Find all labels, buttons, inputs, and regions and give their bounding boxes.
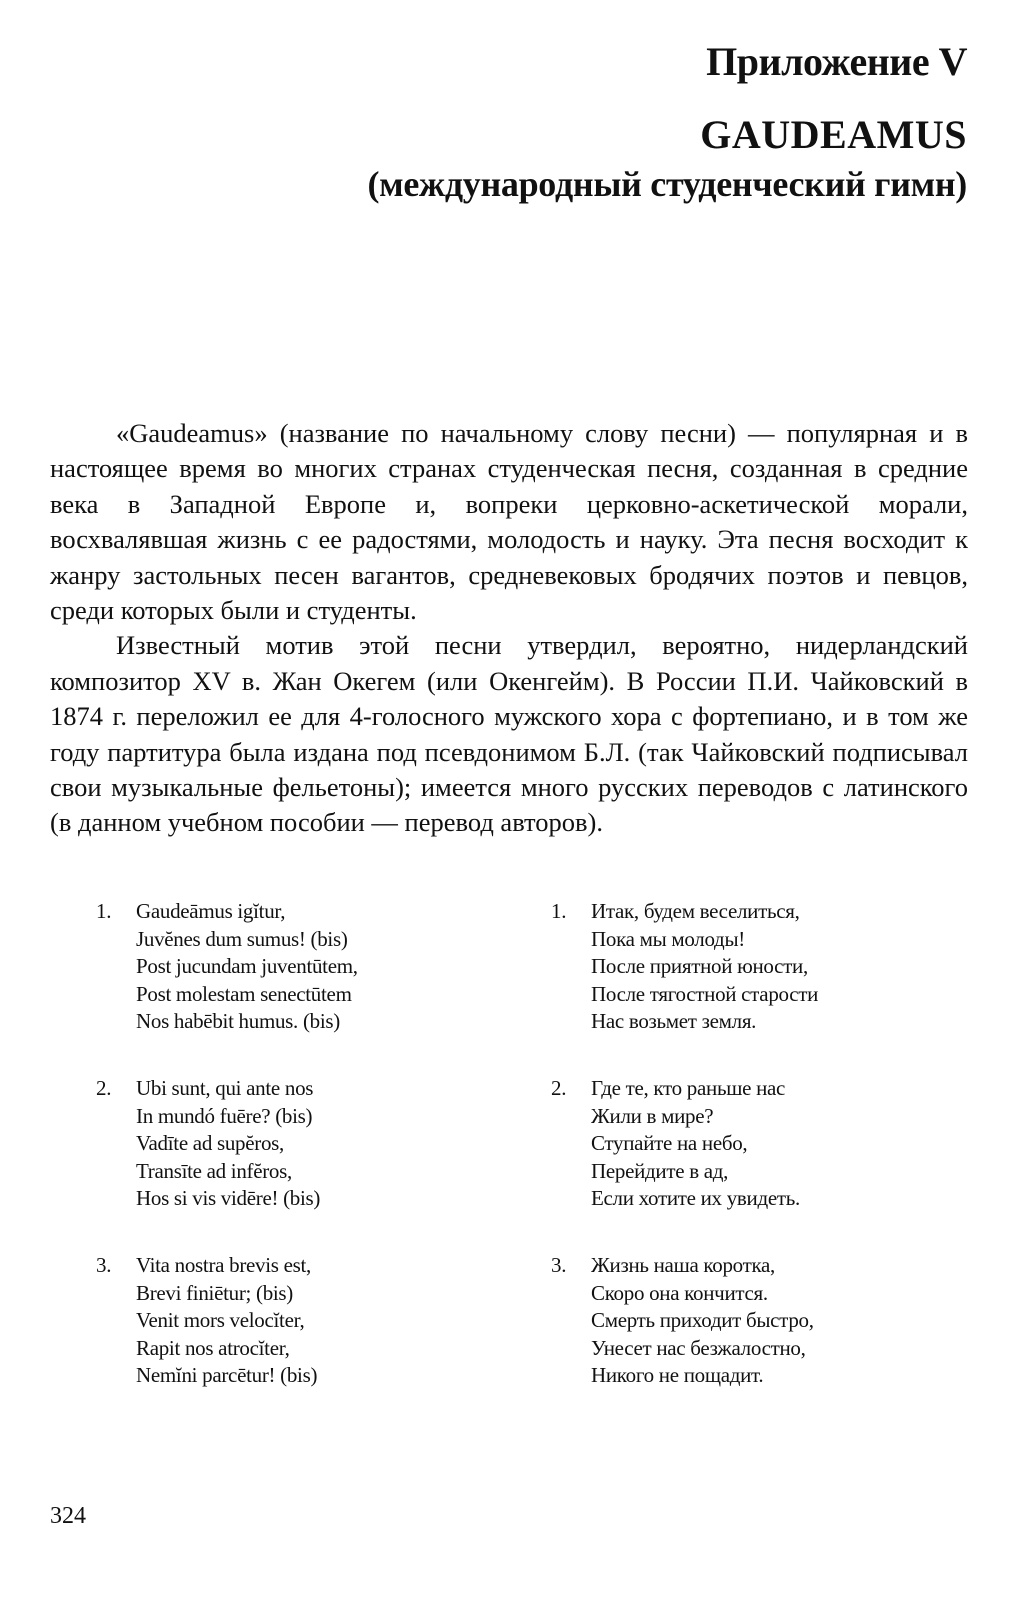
russian-verse (551, 1075, 976, 1252)
verse-line: Nos habēbit humus. (bis) (136, 1009, 340, 1033)
verse-line: После приятной юности, (591, 954, 808, 978)
verse-number: 1. (96, 899, 112, 923)
verse-line: Итак, будем веселиться, (591, 899, 800, 923)
verse-lines (591, 898, 818, 1075)
verse-line: Скоро она кончится. (591, 1280, 768, 1305)
verse-row (96, 1075, 976, 1252)
verse-lines (136, 1252, 317, 1429)
verse-line: Gaudeāmus igĭtur, (136, 899, 286, 923)
latin-verse (96, 1252, 551, 1429)
verse-line: Post molestam senectūtem (136, 981, 352, 1006)
verse-line: In mundó fuēre? (bis) (136, 1103, 313, 1128)
verse-line: Vadīte ad supĕros, (136, 1131, 284, 1155)
verse-line: Никого не пощадит. (591, 1363, 764, 1387)
verse-line: Унесет нас безжалостно, (591, 1335, 806, 1360)
verse-number: 1. (551, 899, 567, 923)
verse-line: Vita nostra brevis est, (136, 1253, 311, 1277)
verse-line: Nemĭni parcētur! (bis) (136, 1363, 318, 1387)
verse-number: 2. (96, 1076, 112, 1100)
song-title: GAUDEAMUS (700, 112, 967, 157)
verse-number: 3. (551, 1253, 567, 1277)
verse-line: Если хотите их увидеть. (591, 1186, 800, 1210)
appendix-title: Приложение V (706, 39, 967, 84)
verse-line: Нас возьмет земля. (591, 1009, 757, 1033)
verses-section (96, 898, 976, 1429)
intro-paragraph: «Gaudeamus» (название по начальному слову песни) — популярная и в настоящее время во многих странах студенческая песня, созданная в средние века в Западной Европе и, вопреки церковно-аскетической морали, восхвалявшая жизнь с ее радостями, молодость и науку. Эта песня восходит к жанру застольных песен вагантов, средневековых бродячих поэтов и певцов, среди которых были и студенты. (50, 418, 968, 626)
verse-number: 2. (551, 1076, 567, 1100)
latin-verse (96, 898, 551, 1075)
verse-lines (591, 1252, 814, 1429)
latin-verse (96, 1075, 551, 1252)
verse-line: Post jucundam juventūtem, (136, 954, 358, 978)
verse-line: После тягостной старости (591, 981, 819, 1006)
verse-row (96, 1252, 976, 1429)
verse-lines (136, 898, 358, 1075)
song-subtitle: (международный студенческий гимн) (367, 164, 967, 204)
verse-row (96, 898, 976, 1075)
page-number: 324 (50, 1503, 86, 1529)
verse-line: Ступайте на небо, (591, 1131, 748, 1155)
verse-line: Ubi sunt, qui ante nos (136, 1076, 314, 1100)
verse-line: Жизнь наша коротка, (591, 1253, 776, 1277)
verse-line: Rapit nos atrocĭter, (136, 1335, 290, 1360)
verse-line: Жили в мире? (591, 1103, 714, 1128)
verse-line: Venit mors velocĭter, (136, 1308, 305, 1332)
verse-line: Смерть приходит быстро, (591, 1308, 814, 1332)
verse-line: Hos si vis vidēre! (bis) (136, 1186, 321, 1210)
intro-text (50, 416, 968, 841)
verse-line: Пока мы молоды! (591, 926, 745, 951)
verse-lines (591, 1075, 800, 1252)
heading-block (367, 38, 967, 206)
verse-line: Перейдите в ад, (591, 1158, 729, 1183)
verse-lines (136, 1075, 320, 1252)
verse-line: Brevi finiētur; (bis) (136, 1280, 293, 1305)
intro-paragraph: Известный мотив этой песни утвердил, вероятно, нидерландский композитор XV в. Жан Окегем (или Окенгейм). В России П.И. Чайковский в 1874 г. переложил ее для 4-голосного мужского хора с фортепиано, и в том же году партитура была издана под псевдонимом Б.Л. (так Чайковский подписывал свои музыкальные фельетоны); имеется много русских переводов с латинского (в данном учебном пособии — перевод авторов). (50, 630, 968, 838)
verse-line: Juvĕnes dum sumus! (bis) (136, 926, 348, 951)
verse-line: Где те, кто раньше нас (591, 1076, 786, 1100)
russian-verse (551, 898, 976, 1075)
russian-verse (551, 1252, 976, 1429)
verse-line: Transīte ad infĕros, (136, 1158, 292, 1183)
verse-number: 3. (96, 1253, 112, 1277)
